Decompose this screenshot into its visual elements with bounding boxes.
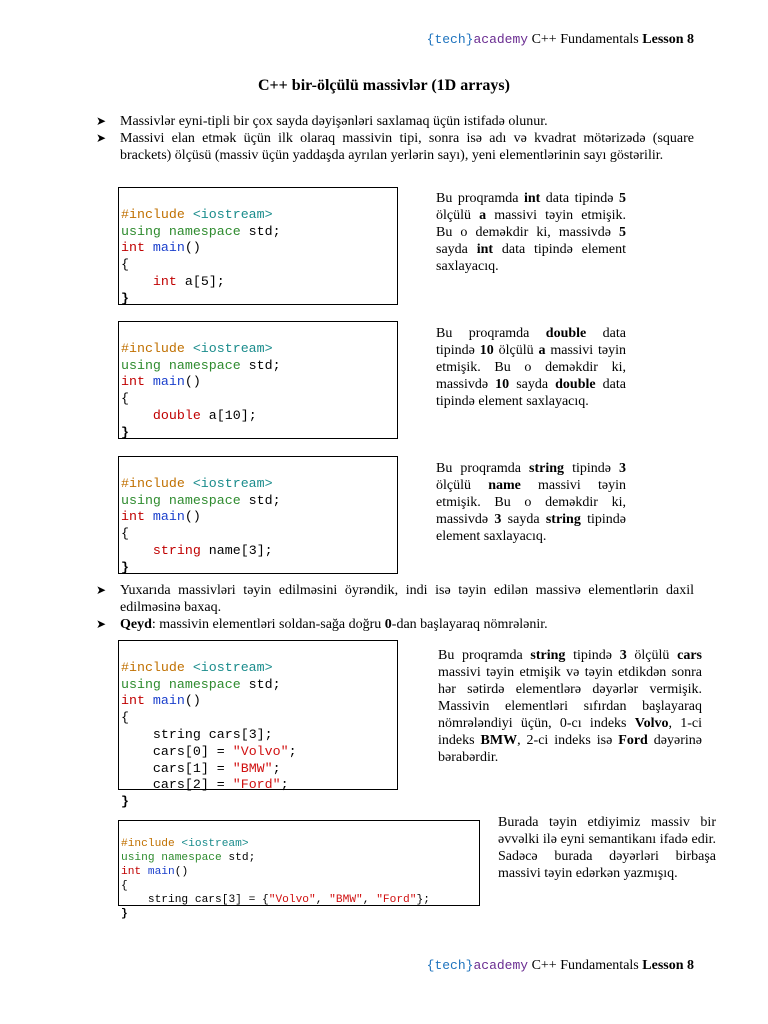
code-token: a[ <box>200 407 225 423</box>
code-token: using namespace <box>121 223 241 239</box>
code-token: #include <box>121 659 185 675</box>
bullet-item: ➤ Qeyd: massivin elementləri soldan-sağa doğru 0-dan başlayaraq nömrələnir. <box>96 617 548 632</box>
description-text: data tipində <box>436 326 626 358</box>
code-token: ]; <box>256 726 273 742</box>
code-token: 3 <box>248 542 257 558</box>
bullet-item: ➤ Massivi elan etmək üçün ilk olaraq massivin tipi, sonra isə adı və kvadrat mötərizədə (square brackets) ölçüsü (massiv üçün yaddaşda ayrılan yerlərin sayı), yeni elementlərinin sayı göstərilir. <box>96 131 694 163</box>
code-token: cars[ <box>152 760 193 776</box>
code-token: 10 <box>224 407 241 423</box>
code-token: std; <box>221 852 256 864</box>
code-token: () <box>184 509 201 525</box>
code-token <box>121 837 479 851</box>
code-token: using namespace <box>121 676 241 692</box>
code-token: int <box>121 866 142 878</box>
arrow-bullet-icon: ➤ <box>96 114 107 128</box>
arrow-bullet-icon: ➤ <box>96 583 107 597</box>
code-token <box>121 274 397 291</box>
code-block-cars-assign <box>118 640 398 810</box>
arrow-bullet-icon: ➤ <box>96 617 107 631</box>
description-text: Bu proqramda <box>436 191 524 206</box>
description-text: 3 <box>494 512 502 527</box>
description-string <box>436 460 626 545</box>
code-token <box>121 677 397 694</box>
brand-logo: {tech}academy <box>426 958 529 973</box>
code-token: int <box>152 273 177 289</box>
code-token <box>121 358 397 375</box>
code-token: () <box>174 866 189 878</box>
description-text: Bu proqramda <box>436 461 530 476</box>
bullet-item: ➤ Massivlər eyni-tipli bir çox sayda dəyişənləri saxlamaq üçün istifadə olunur. <box>96 114 548 129</box>
code-token: ; <box>288 743 297 759</box>
description-text: double <box>545 326 587 341</box>
description-text: sayda <box>501 512 546 527</box>
middle-bullets <box>96 582 694 633</box>
code-token: } <box>121 908 128 920</box>
code-token: } <box>121 424 129 440</box>
code-token: () <box>184 240 201 256</box>
code-token <box>121 543 397 560</box>
code-token: ; <box>272 760 281 776</box>
code-token <box>121 476 397 493</box>
code-block-string <box>118 456 398 574</box>
code-token: ; <box>280 777 289 793</box>
description-text: data tipində element saxlayacıq. <box>436 377 626 409</box>
code-token: 5 <box>200 273 209 289</box>
code-token: 3 <box>228 894 236 906</box>
code-token: } <box>121 559 129 575</box>
description-text: 5 <box>619 225 626 240</box>
description-text: 3 <box>619 648 627 663</box>
description-text: 3 <box>619 461 626 476</box>
code-block-cars-init <box>118 820 480 920</box>
code-token: int <box>121 509 145 525</box>
code-token: ] = { <box>235 894 269 906</box>
code-token: std; <box>240 223 281 239</box>
code-token: main <box>144 374 185 390</box>
description-text: Bu proqramda <box>436 326 546 341</box>
code-token: } <box>121 290 129 306</box>
code-token: ] = <box>200 760 233 776</box>
code-token: ]; <box>240 407 257 423</box>
description-text: string <box>530 648 566 663</box>
description-text: data tipində element saxlayacıq. <box>436 242 626 274</box>
code-token: int <box>121 240 145 256</box>
code-token: ]; <box>256 542 273 558</box>
code-token: #include <box>121 838 175 850</box>
code-token: main <box>144 509 185 525</box>
code-token: using namespace <box>121 852 222 864</box>
code-token: "Ford" <box>376 894 417 906</box>
code-token <box>121 744 397 761</box>
code-token <box>121 727 397 744</box>
description-text: , 1-ci indeks <box>438 716 702 748</box>
code-token: 0 <box>192 743 201 759</box>
code-token: { <box>121 257 129 273</box>
code-token: string cars[ <box>152 726 249 742</box>
course-name: C++ Fundamentals <box>528 32 643 47</box>
description-text: double <box>555 377 596 392</box>
code-token <box>121 851 479 865</box>
page-footer <box>427 958 694 974</box>
code-block-int <box>118 187 398 305</box>
code-token: std; <box>240 676 281 692</box>
code-token: ] = <box>200 777 233 793</box>
description-text: 5 <box>619 191 626 206</box>
code-token: name[ <box>200 542 249 558</box>
description-text: cars <box>677 648 702 663</box>
code-token: 3 <box>248 726 257 742</box>
code-token: <iostream> <box>184 340 273 356</box>
arrow-bullet-icon: ➤ <box>96 131 107 145</box>
description-text: sayda <box>509 377 556 392</box>
code-token <box>121 509 397 526</box>
description-int <box>436 190 626 275</box>
code-token <box>121 865 479 879</box>
code-token: string <box>152 542 201 558</box>
code-token: () <box>184 374 201 390</box>
code-token: a[ <box>176 273 201 289</box>
page-header <box>427 32 694 48</box>
description-text: int <box>476 242 494 257</box>
code-token <box>121 893 479 907</box>
description-text: Volvo <box>634 716 669 731</box>
description-text: name <box>488 478 521 493</box>
code-token: ]; <box>208 273 225 289</box>
lesson-number: Lesson 8 <box>642 32 694 47</box>
description-text: a <box>538 343 546 358</box>
description-text: sayda <box>436 242 477 257</box>
description-text: massivi təyin etmişik və təyin etdikdən sonra hər sətirdə elementlərə dəyərlər vermişik. Massivin elementləri sıfırdan başlayaraq nömrələndiyi üçün, 0-cı indeks <box>438 665 702 731</box>
code-token: }; <box>416 894 430 906</box>
code-token <box>121 224 397 241</box>
code-token: using namespace <box>121 492 241 508</box>
code-token: 1 <box>192 760 201 776</box>
code-token: cars[ <box>152 743 193 759</box>
description-text: int <box>523 191 541 206</box>
code-token: "Volvo" <box>232 743 289 759</box>
description-cars-assign <box>438 647 702 766</box>
description-text: Ford <box>618 733 648 748</box>
code-token <box>121 660 397 677</box>
code-token <box>121 493 397 510</box>
code-token: { <box>121 710 129 726</box>
code-token <box>121 693 397 710</box>
code-token <box>121 374 397 391</box>
code-block-double <box>118 321 398 439</box>
code-token: main <box>144 240 185 256</box>
description-text: BMW <box>480 733 518 748</box>
code-token: "Ford" <box>232 777 281 793</box>
description-text: string <box>529 461 565 476</box>
code-token <box>121 341 397 358</box>
code-token: <iostream> <box>174 838 249 850</box>
description-cars-init: Burada təyin etdiyimiz massiv bir əvvəlki ilə eyni semantikanı ifadə edir. Sadəcə burada dəyərləri birbaşa massivi təyin edərkən yazmışıq. <box>498 815 716 881</box>
code-token: main <box>141 866 175 878</box>
code-token: #include <box>121 475 185 491</box>
code-token <box>121 240 397 257</box>
description-text: ölçülü <box>493 343 539 358</box>
bullet-item: ➤ Yuxarıda massivləri təyin edilməsini öyrəndik, indi isə təyin edilən massivə elementlərin daxil edilməsinə baxaq. <box>96 583 694 615</box>
description-text: tipində <box>565 648 620 663</box>
code-token: int <box>121 374 145 390</box>
brand-logo: {tech}academy <box>426 32 529 47</box>
description-text: Bu proqramda <box>438 648 531 663</box>
description-text: massivi təyin etmişik. Bu o deməkdir ki, massivdə <box>436 208 626 240</box>
code-token: double <box>152 407 201 423</box>
code-token: <iostream> <box>184 475 273 491</box>
code-token: , <box>362 894 377 906</box>
code-token: , <box>315 894 330 906</box>
description-text: , 2-ci indeks isə <box>517 733 619 748</box>
code-token: } <box>121 794 129 810</box>
description-text: ölçülü <box>436 478 489 493</box>
code-token: "Volvo" <box>268 894 316 906</box>
code-token: int <box>121 693 145 709</box>
description-text: massivi təyin etmişik. Bu o deməkdir ki, massivdə <box>436 478 626 527</box>
code-token: main <box>144 693 185 709</box>
code-token: string cars[ <box>147 894 229 906</box>
code-token: #include <box>121 206 185 222</box>
description-text: 10 <box>495 377 510 392</box>
code-token: std; <box>240 357 281 373</box>
code-token <box>121 777 397 794</box>
code-token <box>121 207 397 224</box>
description-text: string <box>545 512 581 527</box>
description-text: dəyərinə bərabərdir. <box>438 733 702 765</box>
code-token: <iostream> <box>184 659 273 675</box>
description-text: tipində <box>564 461 619 476</box>
description-text: massivi təyin etmişik. Bu o deməkdir ki, massivdə <box>436 343 626 392</box>
code-token: #include <box>121 340 185 356</box>
code-token: { <box>121 880 128 892</box>
code-token: ] = <box>200 743 233 759</box>
description-double <box>436 325 626 410</box>
code-token: { <box>121 526 129 542</box>
code-token: "BMW" <box>329 894 363 906</box>
description-text: a <box>479 208 487 223</box>
intro-bullets <box>96 113 694 164</box>
lesson-number: Lesson 8 <box>642 958 694 973</box>
course-name: C++ Fundamentals <box>528 958 643 973</box>
code-token: "BMW" <box>232 760 273 776</box>
code-token: { <box>121 391 129 407</box>
code-token: 2 <box>192 777 201 793</box>
description-text: data tipində <box>540 191 619 206</box>
description-text: 10 <box>479 343 494 358</box>
code-token: std; <box>240 492 281 508</box>
page-title: C++ bir-ölçülü massivlər (1D arrays) <box>258 77 510 94</box>
code-token <box>121 408 397 425</box>
code-token: <iostream> <box>184 206 273 222</box>
description-text: ölçülü <box>436 208 480 223</box>
code-token <box>121 761 397 778</box>
code-token: using namespace <box>121 357 241 373</box>
code-token: () <box>184 693 201 709</box>
description-text: ölçülü <box>626 648 678 663</box>
description-text: tipində element saxlayacıq. <box>436 512 626 544</box>
code-token: cars[ <box>152 777 193 793</box>
